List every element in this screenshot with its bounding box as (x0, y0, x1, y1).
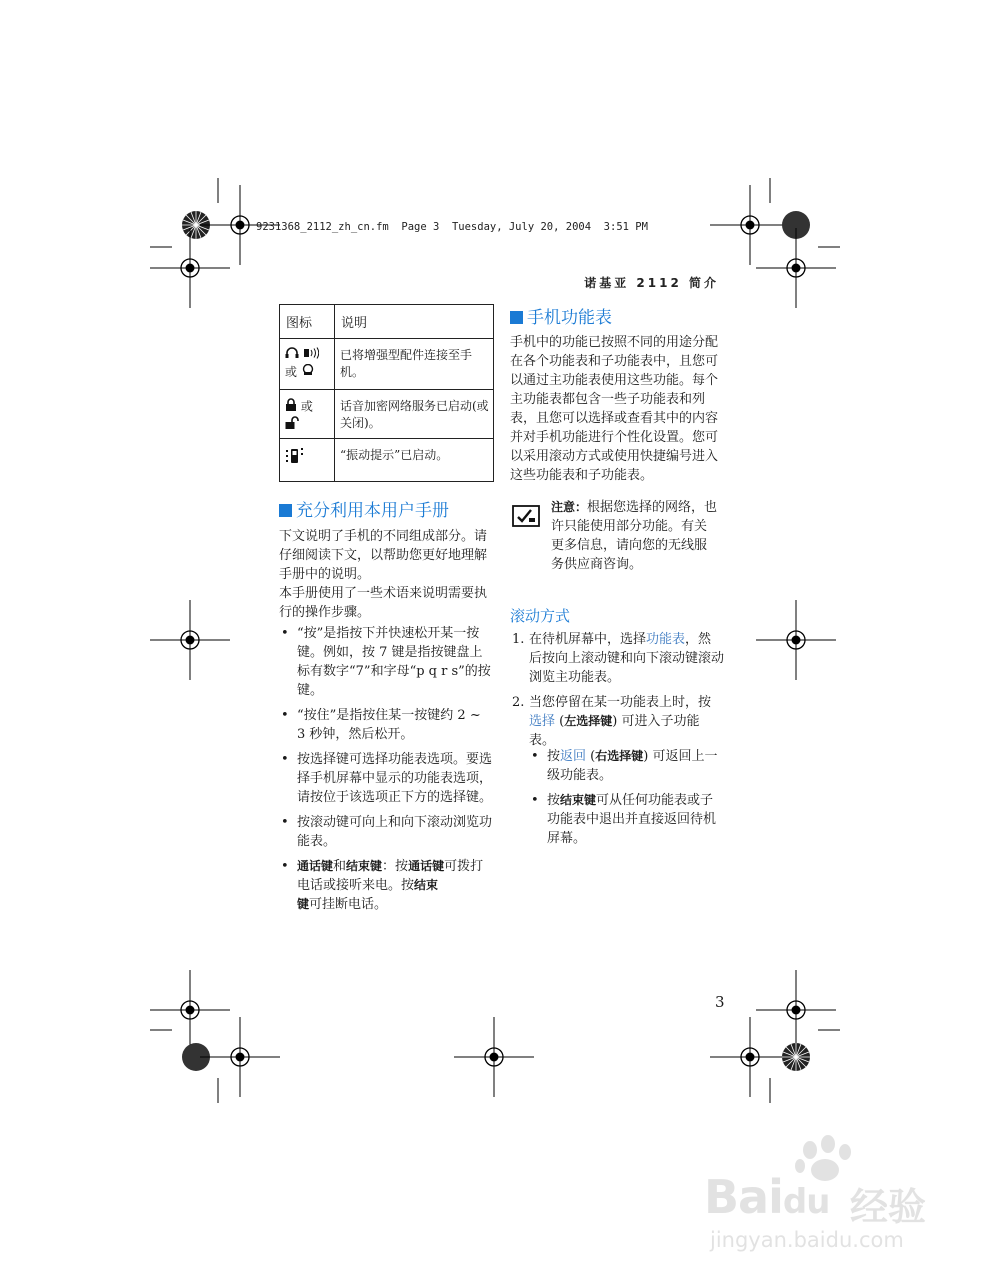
step-number: 2. (512, 695, 525, 710)
list-item-text: “按”是指按下并快速松开某一按键。例如，按 7 键是指按键盘上标有数字“7”和字母“p q r s”的按键。 (297, 626, 491, 698)
headset-icon (285, 347, 299, 364)
bullet-icon: • (281, 626, 289, 641)
step-number: 1. (512, 632, 525, 647)
list-item (281, 624, 492, 700)
key-name: 左选择键 (564, 714, 613, 728)
key-name: 通话键 (297, 859, 334, 873)
text-run: 在待机屏幕中，选择 (529, 632, 647, 647)
section-title: 手机功能表 (527, 308, 612, 328)
text-run: ( (555, 714, 565, 729)
watermark-brand-bai: Bai (704, 1170, 783, 1224)
table-header-icon: 图标 (280, 305, 335, 339)
watermark-cn: 经验 (850, 1185, 927, 1229)
list-item-text: 按选择键可选择功能表选项。要选择手机屏幕中显示的功能表选项，请按位于该选项正下方的选择键。 (297, 752, 493, 805)
table-cell-icons (280, 339, 335, 390)
key-name: 键 (297, 897, 310, 911)
key-name: 右选择键 (595, 749, 644, 763)
bullet-icon: • (281, 708, 289, 723)
text-run: 可拨打电话或接听来电。按 (297, 859, 484, 893)
bullet-icon: • (531, 749, 539, 764)
text-run: 可从任何功能表或子功能表中退出并直接返回待机屏幕。 (547, 793, 717, 846)
text-run: ：按 (382, 859, 409, 874)
table-cell-desc: 已将增强型配件连接至手机。 (335, 339, 494, 390)
table-header-desc: 说明 (335, 305, 494, 339)
text-run: 按 (547, 793, 561, 808)
icon-table (279, 304, 494, 482)
loopset-icon (303, 347, 319, 364)
table-row (280, 339, 494, 390)
note-text (551, 498, 719, 574)
page-number: 3 (715, 993, 725, 1011)
menu-paragraph: 手机中的功能已按照不同的用途分配在各个功能表和子功能表中，且您可以通过主功能表使用这些功能。每个主功能表都包含一些子功能表和列表，且您可以选择或查看其中的内容并对手机功能进行个性化设置。您可以采用滚动方式或使用快捷编号进入这些功能表和子功能表。 (510, 335, 719, 483)
text-run: 可挂断电话。 (309, 897, 388, 912)
text-run: ( (586, 749, 596, 764)
key-name: 结束 (414, 878, 439, 892)
text-run: ，然后按向上滚动键和向下滚动键滚动浏览主功能表。 (529, 632, 725, 685)
text-run: 和 (333, 859, 347, 874)
text-run: 可返回上一级功能表。 (547, 749, 718, 783)
bullet-icon: • (281, 859, 289, 874)
note-icon (512, 505, 540, 531)
lock-open-icon (285, 416, 299, 434)
table-cell-desc: “振动提示”已启动。 (335, 439, 494, 482)
text-run: 当您停留在某一功能表上时，按 (529, 695, 712, 710)
vibrate-icon (285, 447, 305, 470)
list-item (531, 791, 725, 848)
list-item (512, 630, 725, 687)
list-item (531, 747, 725, 785)
section-heading-scroll: 滚动方式 (510, 607, 571, 625)
heading-square-icon (279, 504, 292, 517)
note-label: 注意： (551, 500, 588, 514)
list-item-text: 按滚动键可向上和向下滚动浏览功能表。 (297, 815, 493, 849)
running-head: 诺基亚 2112 简介 (584, 276, 719, 290)
lock-closed-icon (285, 398, 297, 416)
file-info-line: 9231368_2112_zh_cn.fm Page 3 Tuesday, July 20, 2004 3:51 PM (256, 221, 648, 233)
watermark-brand-du: du (782, 1182, 830, 1222)
back-link[interactable]: 返回 (560, 749, 587, 764)
bullet-icon: • (281, 815, 289, 830)
icon-joiner: 或 (285, 365, 298, 379)
text-run: 可进入子功能表。 (529, 714, 700, 748)
manual-paragraph-1: 下文说明了手机的不同组成部分。请仔细阅读下文，以帮助您更好地理解手册中的说明。 (279, 529, 488, 582)
section-heading-manual (279, 496, 449, 521)
baidu-watermark (700, 1132, 940, 1262)
watermark-brand (704, 1170, 829, 1224)
table-header-row (280, 305, 494, 339)
table-cell-icons (280, 390, 335, 439)
section-heading-menu (510, 303, 612, 328)
table-row (280, 390, 494, 439)
text-run: ) (612, 714, 622, 729)
section-title: 充分利用本用户手册 (296, 501, 449, 521)
list-item (281, 706, 492, 744)
text-run: 按 (547, 749, 561, 764)
table-cell-icons (280, 439, 335, 482)
list-item (281, 857, 492, 914)
manual-paragraph-2: 本手册使用了一些术语来说明需要执行的操作步骤。 (279, 586, 488, 620)
icon-joiner: 或 (300, 399, 313, 414)
handsfree-icon (301, 364, 315, 381)
bullet-icon: • (281, 752, 289, 767)
key-name: 结束键 (346, 859, 383, 873)
select-link[interactable]: 选择 (529, 714, 556, 729)
table-cell-desc: 话音加密网络服务已启动(或关闭)。 (335, 390, 494, 439)
menu-link[interactable]: 功能表 (646, 632, 686, 647)
watermark-url: jingyan.baidu.com (710, 1228, 904, 1252)
list-item (281, 813, 493, 851)
bullet-icon: • (531, 793, 539, 808)
key-name: 结束键 (560, 793, 597, 807)
text-run: ) (643, 749, 653, 764)
manual-bullet-list (281, 624, 493, 914)
key-name: 通话键 (408, 859, 445, 873)
scroll-sub-list (531, 747, 725, 848)
list-item (512, 693, 724, 750)
table-row (280, 439, 494, 482)
heading-square-icon (510, 311, 523, 324)
note-body: 根据您选择的网络，也许只能使用部分功能。有关更多信息，请向您的无线服务供应商咨询。 (551, 500, 718, 572)
scroll-steps-list (512, 630, 725, 750)
list-item-text: “按住”是指按住某一按键约 2 ~ 3 秒钟，然后松开。 (297, 708, 481, 742)
list-item (281, 750, 493, 807)
